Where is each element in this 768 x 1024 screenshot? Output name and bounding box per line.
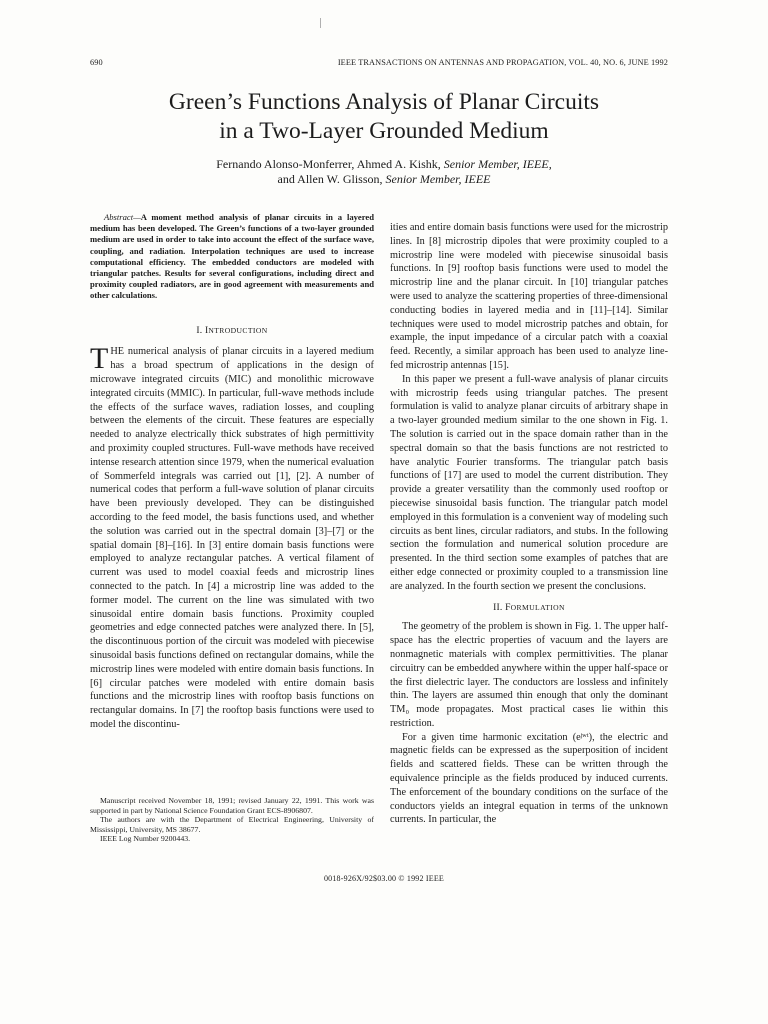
footnote-manuscript: Manuscript received November 18, 1991; revised January 22, 1991. This work was supported in part by National Science Foundation Grant ECS-8906807. [90, 796, 374, 815]
author-role-1: Senior Member, IEEE, [443, 157, 552, 171]
section-heading-introduction [90, 324, 374, 338]
author-line-1 [60, 157, 708, 172]
paragraph-4: For a given time harmonic excitation (eʲʷᵗ), the electric and magnetic fields can be expressed as the superposition of incident fields and scattered fields. These can be written through the equivalence principle as the fields produced by induced currents. The enforcement of the boundary conditions on the surface of the conductors yields an integral equation in terms of the unknown currents. In particular, the [390, 731, 668, 826]
author-names-1: Fernando Alonso-Monferrer, Ahmed A. Kishk, [216, 157, 441, 171]
title-line-1: Green’s Functions Analysis of Planar Circuits [168, 89, 600, 115]
section-title: NTRODUCTION [208, 325, 268, 335]
section-heading-formulation [390, 601, 668, 615]
footnote-log-number: IEEE Log Number 9200443. [100, 834, 191, 844]
author-line-2 [60, 172, 708, 187]
title-line-2: in a Two-Layer Grounded Medium [219, 118, 549, 144]
abstract-text: A moment method analysis of planar circuits in a layered medium has been developed. The Green’s functions of a two-layer grounded medium are used in order to take into account the effect of the surface wave, coupling, and radiation. Interpolation techniques are used to increase computational efficiency. The embedded conductors are modeled with triangular patches. Results for several configurations, including direct and proximity coupled radiators, are in good agreement with measurements and other calculations. [90, 212, 374, 301]
copyright-footer: 0018-926X/92$03.00 © 1992 IEEE [323, 874, 445, 883]
page-number: 690 [90, 58, 103, 67]
intro-paragraph [90, 342, 374, 731]
author-list [60, 157, 708, 187]
footnote-affiliation: The authors are with the Department of Electrical Engineering, University of Mississippi, University, MS 38677. [90, 815, 374, 834]
left-column [90, 212, 374, 732]
scan-mark [320, 18, 321, 28]
paragraph-3: The geometry of the problem is shown in Fig. 1. The upper half-space has the electric properties of vacuum and the layers are nonmagnetic materials with complex permittivities. The planar circuitry can be embedded anywhere within the upper half-space or the first dielectric layer. The conductors are lossless and infinitely thin. The layers are assumed thin enough that only the dominant TM₀ mode propagates. Most practical cases lie within this restriction. [390, 621, 668, 729]
section-numeral: II. F [493, 601, 511, 613]
paper-title [60, 88, 708, 146]
footnotes [90, 796, 374, 844]
abstract [90, 212, 374, 302]
paragraph-2: In this paper we present a full-wave analysis of planar circuits with microstrip feeds using triangular patches. The present formulation is valid to analyze planar circuits of arbitrary shape in a two-layer grounded medium similar to the one shown in Fig. 1. The solution is carried out in the space domain rather than in the spectral domain so that the basis functions are not restricted to have analytic Fourier transforms. The triangular patch basis functions of [17] are used to model the current distribution. They provide a greater versatility than the commonly used rooftop or piecewise sinusoidal basis function. The triangular patch model employed in this formulation is a convenient way of modeling such circuits as bent lines, circular radiators, and stubs. In the following section the formulation and numerical solution procedure are presented. In the third section some examples of patches that are either edge connected or proximity coupled to a transmission line are analyzed. In the fourth section we present the conclusions. [390, 373, 668, 592]
section-numeral: I. I [196, 324, 209, 336]
running-header [90, 58, 668, 72]
author-role-2: Senior Member, IEEE [385, 172, 491, 186]
intro-text: HE numerical analysis of planar circuits in a layered medium has a broad spectrum of applications in the design of microwave integrated circuits (MIC) and monolithic microwave integrated circuits (MMIC). In particular, full-wave methods include the effects of the surface waves, radiation losses, and coupling between the elements of the circuit. These features are especially needed to analyze electrically thick substrates of high permittivity and proximity coupled structures. Full-wave methods have received intense research attention since 1979, when the numerical evaluation of Sommerfeld integrals was carried out [1], [2]. A number of numerical codes that perform a full-wave solution of planar circuits have been previously developed. They can be distinguished according to the feed model, the basis functions used, and whether the solution was carried out in the spectral domain [3]–[7] or the spatial domain [8]–[16]. In [3] entire domain basis functions were employed to analyze rectangular patches. A vertical filament of current was used to model coaxial feeds and microstrip lines connected to the patch. In [4] a microstrip line was added to the former model. The current on the line was simulated with two sinusoidal entire domain basis functions. Proximity coupled geometries and edge connected patches were analyzed there. In [5], the discontinuous portion of the circuit was modeled with piecewise sinusoidal basis functions defined on rectangular domains, while the microstrip lines were modeled with entire domain basis functions. In [6] circular patches were modeled with entire domain basis functions and the microstrip lines with rooftop basis functions on rectangular domains. In [7] the rooftop basis functions were used to model the discontinu- [90, 346, 374, 730]
journal-citation: IEEE TRANSACTIONS ON ANTENNAS AND PROPAGATION, VOL. 40, NO. 6, JUNE 1992 [337, 58, 668, 67]
author-names-2: and Allen W. Glisson, [277, 172, 383, 186]
right-column [390, 221, 668, 827]
abstract-label: Abstract— [104, 212, 141, 222]
drop-cap: T [90, 342, 109, 376]
section-title: ORMULATION [510, 602, 565, 612]
paragraph-1: ities and entire domain basis functions were used for the microstrip lines. In [8] microstrip dipoles that were proximity coupled to a microstrip line were modeled with piecewise sinusoidal basis functions. In [9] rooftop basis functions were used to model the microstrip line and the planar circuit. In [10] triangular patches were used to analyze the scattering properties of three-dimensional conducting bodies in layered media and in [11]–[14]. Similar techniques were used to model microstrip patches and obtain, for example, the input impedance of a circular patch with a coaxial feed. Recently, a similar approach has been used to analyze line-fed microstrip antennas [15]. [390, 222, 668, 371]
